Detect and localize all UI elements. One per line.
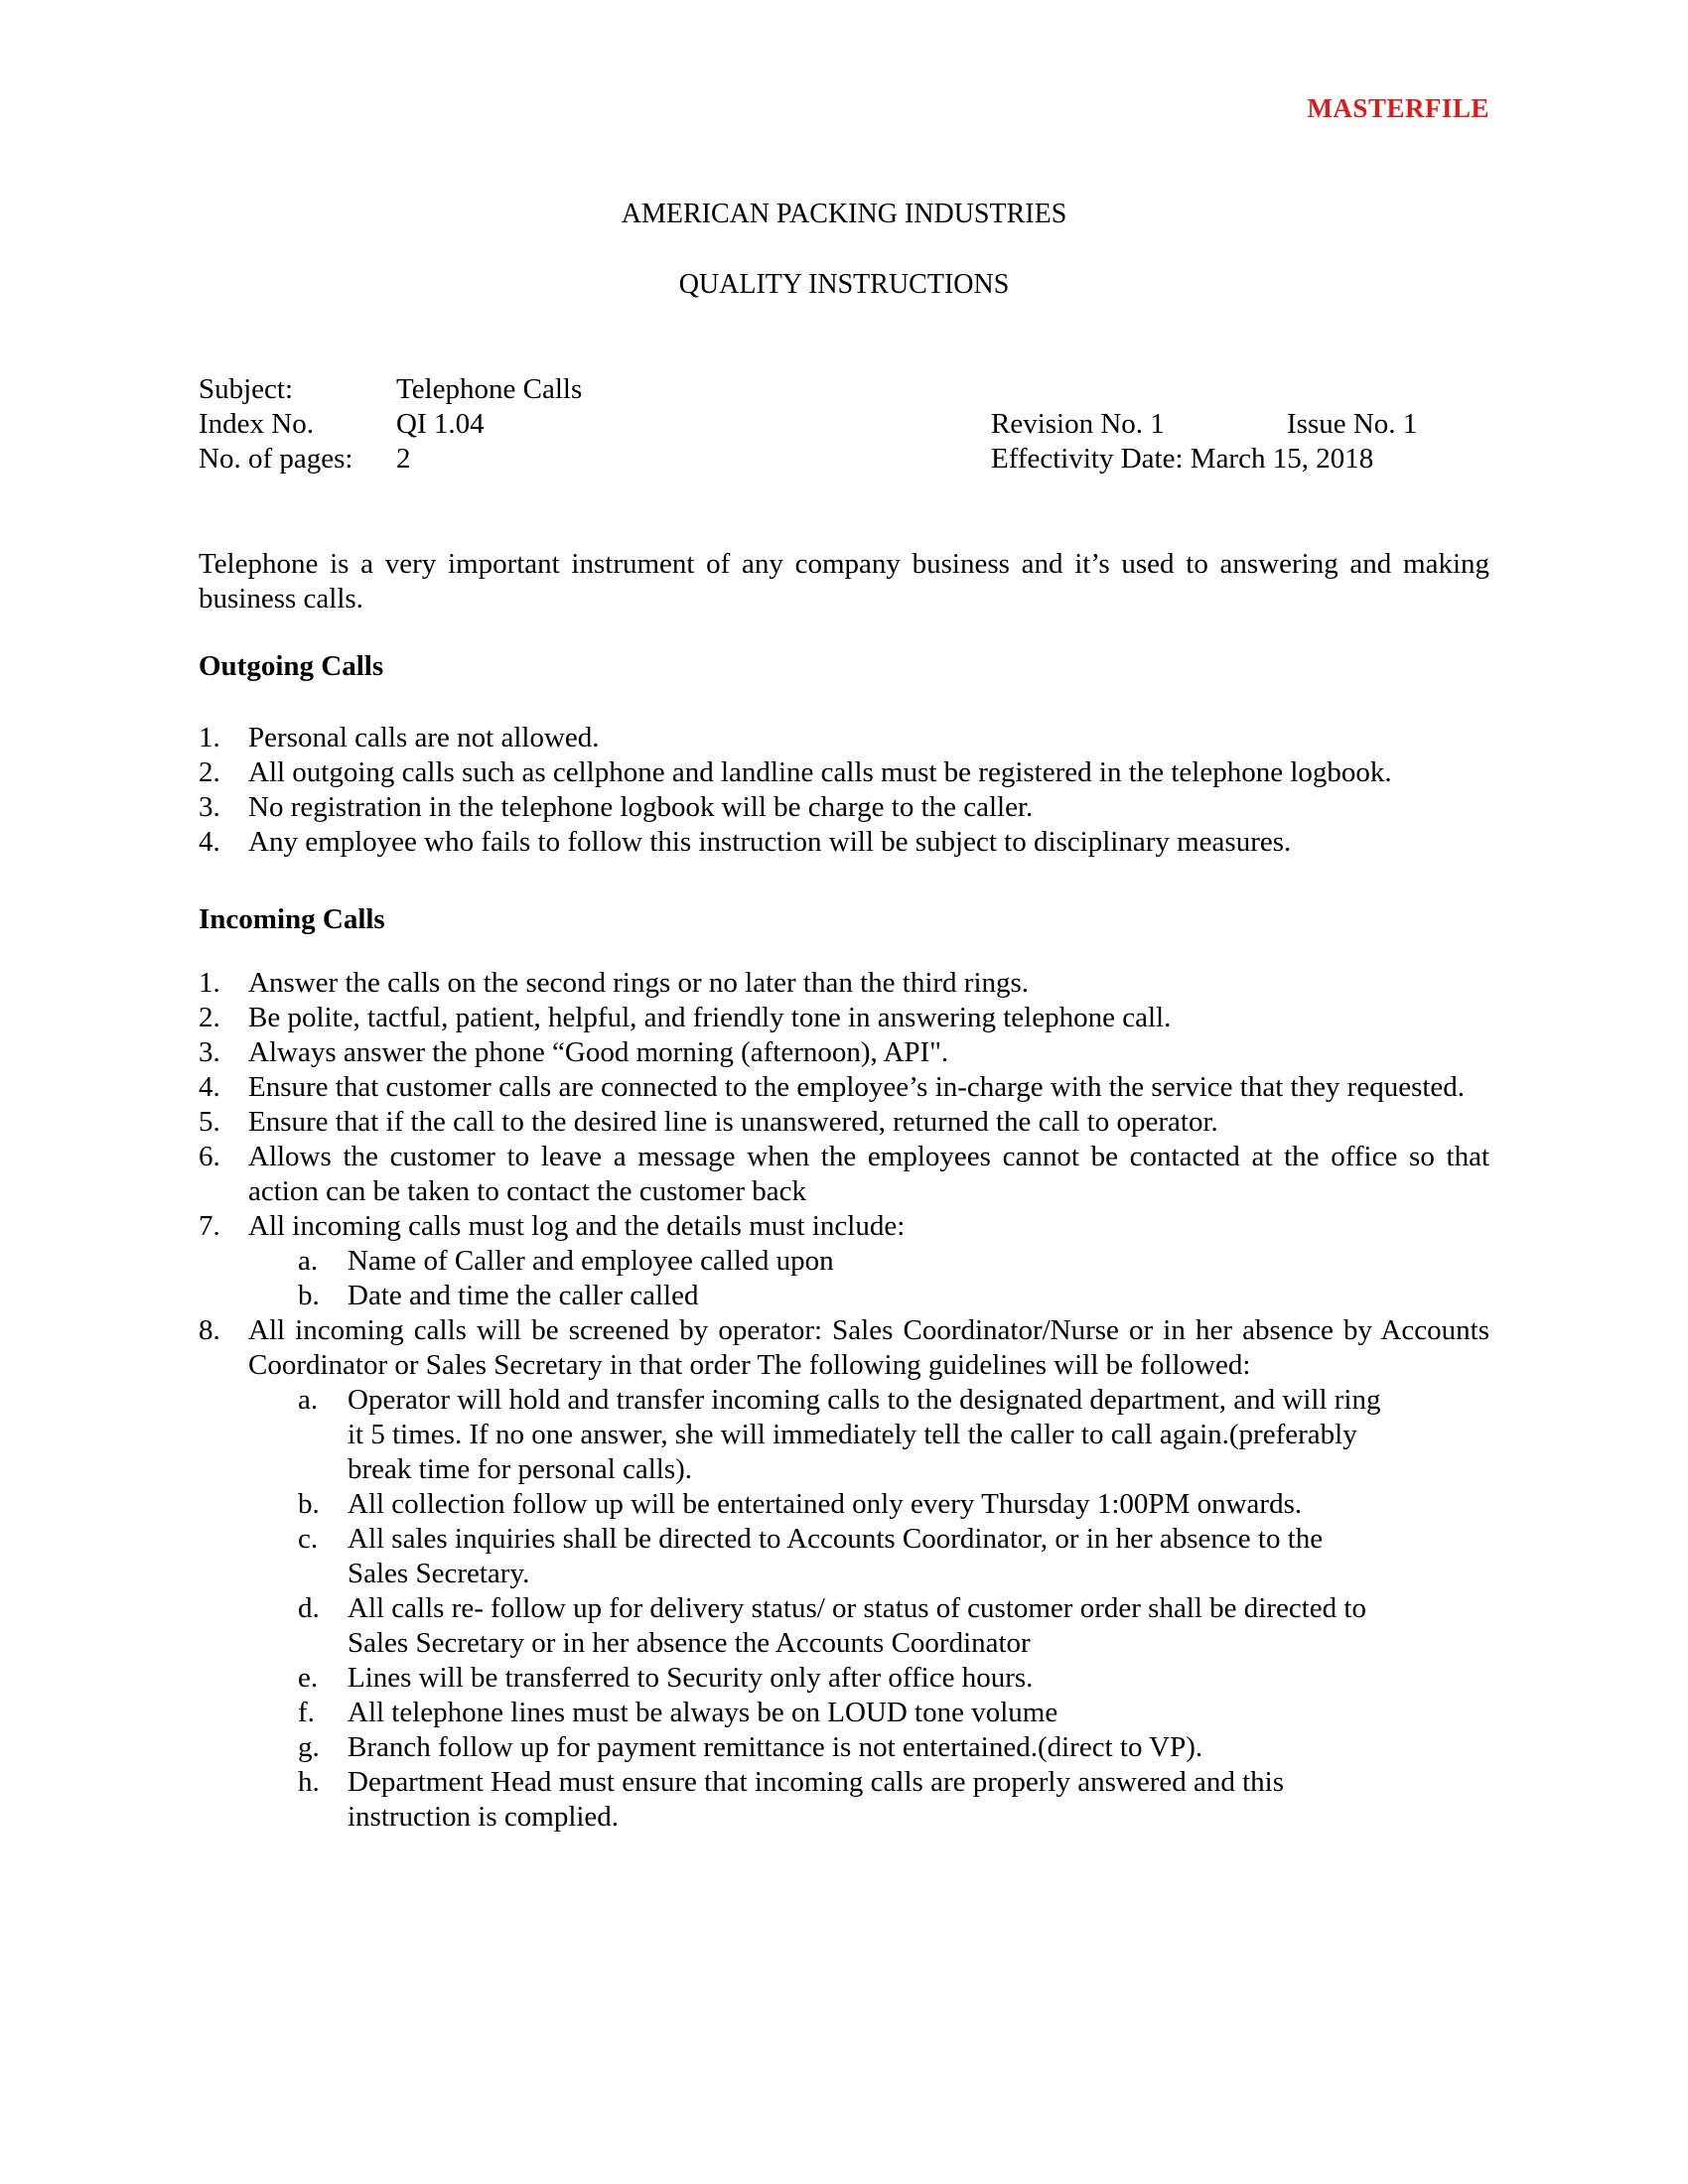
item-number: 4. (199, 826, 220, 858)
effectivity-date: Effectivity Date: March 15, 2018 (991, 443, 1374, 475)
list-item (199, 966, 1489, 1001)
item-text: All incoming calls must log and the details must include: (248, 1210, 906, 1242)
revision-block (991, 407, 1417, 477)
item-number: 3. (199, 1036, 220, 1068)
item-text: All outgoing calls such as cellphone and landline calls must be registered in the telephone logbook. (248, 756, 1392, 788)
item-text: Personal calls are not allowed. (248, 722, 600, 753)
document-meta (199, 372, 582, 477)
index-label: Index No. (199, 408, 314, 440)
sub-item-text: All calls re- follow up for delivery status/ or status of customer order shall be directed to Sales Secretary or in her absence the Accounts Coordinator (348, 1592, 1366, 1659)
list-item (199, 755, 1489, 790)
sub-list-item (298, 1591, 1489, 1661)
index-row (199, 407, 582, 442)
index-value: QI 1.04 (396, 408, 485, 440)
item-text: Any employee who fails to follow this instruction will be subject to disciplinary measures. (248, 826, 1292, 858)
company-name: AMERICAN PACKING INDUSTRIES (621, 199, 1067, 229)
sub-item-letter: b. (298, 1280, 320, 1311)
sub-item-text: Department Head must ensure that incoming calls are properly answered and this instruction is complied. (348, 1766, 1284, 1833)
item-number: 1. (199, 722, 220, 753)
list-item (199, 1140, 1489, 1209)
item-number: 4. (199, 1071, 220, 1103)
item-text: Be polite, tactful, patient, helpful, and friendly tone in answering telephone call. (248, 1002, 1172, 1033)
sub-item-letter: e. (298, 1662, 319, 1694)
list-item (199, 1105, 1489, 1140)
list-item (199, 1070, 1489, 1105)
document-title: QUALITY INSTRUCTIONS (678, 269, 1010, 300)
sub-item-text: All telephone lines must be always be on LOUD tone volume (348, 1697, 1058, 1728)
item-number: 3. (199, 791, 220, 823)
subject-row (199, 372, 582, 407)
outgoing-calls-list (199, 721, 1489, 860)
sub-item-letter: b. (298, 1488, 320, 1520)
issue-number: Issue No. 1 (1287, 408, 1418, 440)
intro-paragraph: Telephone is a very important instrument of any company business and it’s used to answering and making business calls. (199, 548, 1489, 614)
sub-list-item (298, 1765, 1489, 1835)
sub-item-letter: f. (298, 1697, 315, 1728)
item-text: Always answer the phone “Good morning (afternoon), API". (248, 1036, 949, 1068)
sub-list-item (298, 1730, 1489, 1765)
pages-row (199, 442, 582, 477)
sub-item-letter: c. (298, 1523, 319, 1555)
sub-item-letter: h. (298, 1766, 320, 1798)
revision-number: Revision No. 1 (991, 408, 1165, 440)
sub-item-text: Branch follow up for payment remittance is not entertained.(direct to VP). (348, 1731, 1203, 1763)
sub-list-item (298, 1522, 1489, 1591)
sub-list-item (298, 1696, 1489, 1730)
pages-label: No. of pages: (199, 443, 353, 475)
item-number: 1. (199, 967, 220, 999)
sub-list-item (298, 1383, 1489, 1487)
list-item (199, 825, 1489, 860)
sub-item-letter: a. (298, 1384, 319, 1416)
pages-value: 2 (396, 443, 411, 475)
sub-list-item (298, 1487, 1489, 1522)
sub-item-text: Lines will be transferred to Security only after office hours. (348, 1662, 1034, 1694)
list-item (199, 790, 1489, 825)
list-item (199, 1209, 1489, 1244)
sub-list-item (298, 1279, 1489, 1313)
sub-item-text: Date and time the caller called (348, 1280, 699, 1311)
item-number: 6. (199, 1141, 220, 1172)
item-number: 7. (199, 1210, 220, 1242)
subject-value: Telephone Calls (396, 373, 583, 405)
list-item (199, 1313, 1489, 1383)
subject-label: Subject: (199, 373, 294, 405)
sub-list-item (298, 1244, 1489, 1279)
sub-item-letter: a. (298, 1245, 319, 1277)
sub-item-letter: g. (298, 1731, 320, 1763)
item-text: All incoming calls will be screened by operator: Sales Coordinator/Nurse or in her absence by Accounts Coordinator or Sales Secretary in that order The following guidelines will be followed: (248, 1314, 1489, 1381)
list-item (199, 1001, 1489, 1035)
masterfile-stamp: MASTERFILE (1307, 93, 1489, 123)
incoming-calls-list (199, 966, 1489, 1835)
item-text: Answer the calls on the second rings or no later than the third rings. (248, 967, 1030, 999)
outgoing-calls-heading: Outgoing Calls (199, 650, 384, 682)
item-number: 2. (199, 1002, 220, 1033)
incoming-calls-heading: Incoming Calls (199, 903, 385, 935)
list-item (199, 1035, 1489, 1070)
list-item (199, 721, 1489, 755)
sub-item-text: Name of Caller and employee called upon (348, 1245, 834, 1277)
sub-item-text: Operator will hold and transfer incoming calls to the designated department, and will ring it 5 times. If no one answer, she will immediately tell the caller to call again.(preferably break time for personal calls). (348, 1384, 1381, 1485)
sub-list-item (298, 1661, 1489, 1696)
item-text: No registration in the telephone logbook will be charge to the caller. (248, 791, 1034, 823)
item-text: Ensure that if the call to the desired line is unanswered, returned the call to operator. (248, 1106, 1218, 1138)
revision-row (991, 407, 1417, 442)
sub-item-text: All sales inquiries shall be directed to Accounts Coordinator, or in her absence to the Sales Secretary. (348, 1523, 1324, 1589)
item-number: 5. (199, 1106, 220, 1138)
item-number: 2. (199, 756, 220, 788)
item-text: Ensure that customer calls are connected to the employee’s in-charge with the service that they requested. (248, 1071, 1466, 1103)
item-number: 8. (199, 1314, 220, 1346)
sub-item-letter: d. (298, 1592, 320, 1624)
item-text: Allows the customer to leave a message when the employees cannot be contacted at the office so that action can be taken to contact the customer back (248, 1141, 1489, 1207)
sub-item-text: All collection follow up will be entertained only every Thursday 1:00PM onwards. (348, 1488, 1303, 1520)
